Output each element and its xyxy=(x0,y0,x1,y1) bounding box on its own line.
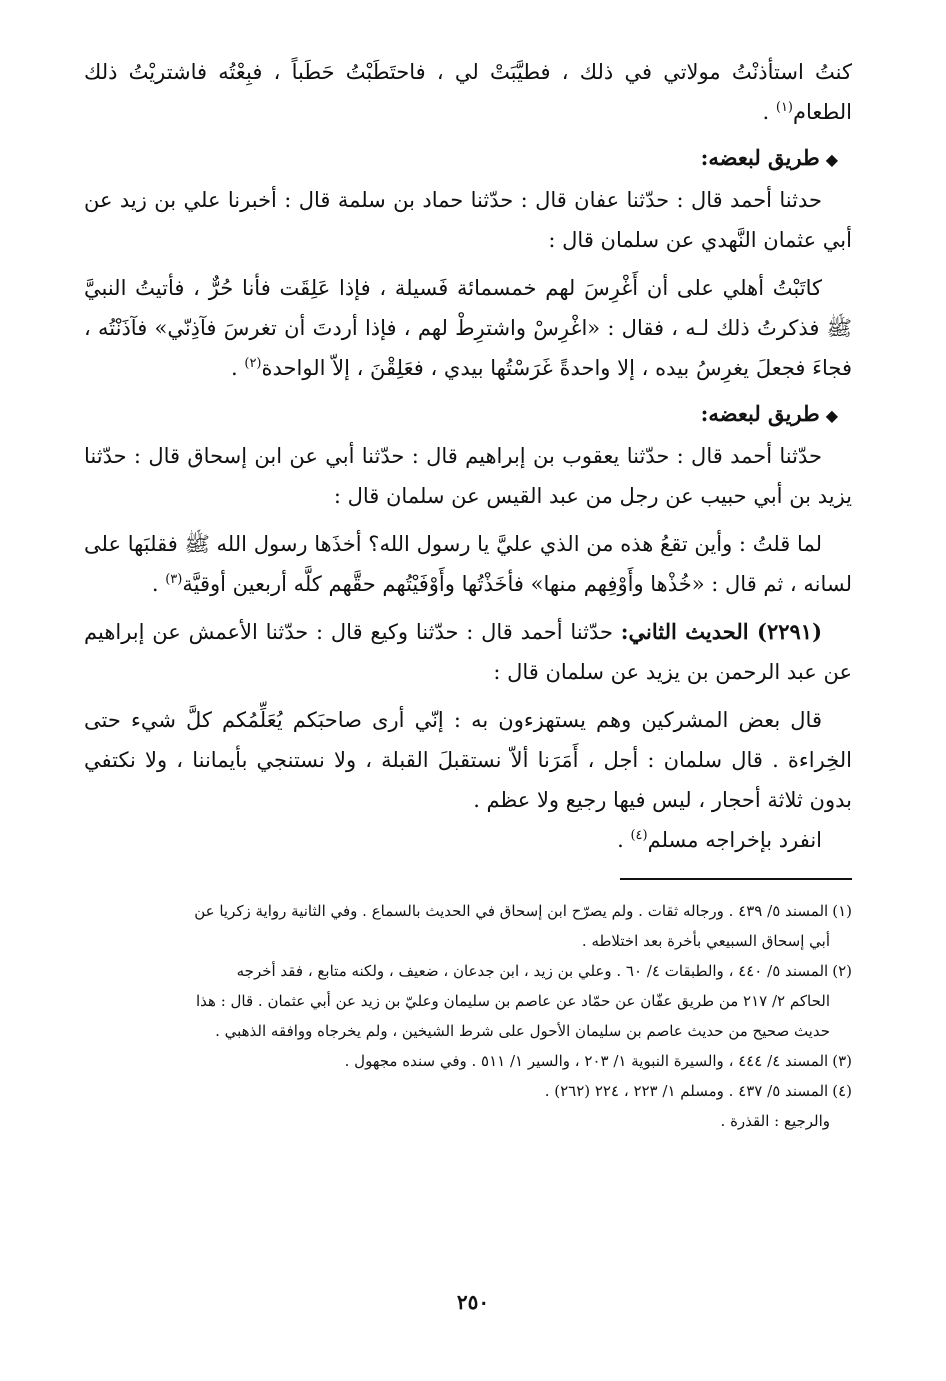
paragraph-8-text: انفرد بإخراجه مسلم xyxy=(647,828,822,852)
paragraph-8 xyxy=(84,820,852,860)
section-heading-1-text: طريق لبعضه: xyxy=(700,145,820,170)
paragraph-4: حدّثنا أحمد قال : حدّثنا يعقوب بن إبراهيم قال : حدّثنا أبي عن ابن إسحاق قال : حدّثنا يزيد بن أبي حبيب عن رجل من عبد القيس عن سلمان قال : xyxy=(84,444,852,508)
paragraph-1 xyxy=(84,52,852,132)
section-heading-2 xyxy=(84,394,852,436)
footnote-2-continuation-2: حديث صحيح من حديث عاصم بن سليمان الأحول على شرط الشيخين ، ولم يخرجاه ووافقه الذهبي . xyxy=(215,1022,830,1040)
footnote-4-text: المسند ٥/ ٤٣٧ . ومسلم ١/ ٢٢٣ ، ٢٢٤ (٢٦٢) . xyxy=(544,1082,829,1100)
paragraph-5-end: . xyxy=(151,572,166,596)
paragraph-7: قال بعض المشركين وهم يستهزءون به : إنّي أرى صاحبَكم يُعَلِّمُكم كلَّ شيء حتى الخِراءة . قال سلمان : أجل ، أَمَرَنا ألاّ نستقبلَ القبلة ، ولا نستنجي بأيماننا ، ولا نكتفي بدون ثلاثة أحجار ، ليس فيها رجيع ولا عظم . xyxy=(84,708,852,812)
paragraph-3-end: . xyxy=(231,356,245,380)
main-text xyxy=(84,52,852,860)
footnote-2 xyxy=(84,956,852,986)
paragraph-5 xyxy=(84,524,852,604)
footnote-1-text: المسند ٥/ ٤٣٩ . ورجاله ثقات . ولم يصرّح ابن إسحاق في الحديث بالسماع . وفي الثانية رواية زكريا عن xyxy=(194,902,829,920)
footnote-ref-4[interactable]: (٤) xyxy=(630,828,648,843)
page-body xyxy=(84,52,852,1136)
footnote-separator xyxy=(620,878,852,880)
footnote-3 xyxy=(84,1046,852,1076)
section-heading-1 xyxy=(84,138,852,180)
footnotes xyxy=(84,896,852,1136)
footnote-4-number: (٤) xyxy=(832,1082,852,1100)
paragraph-6 xyxy=(84,612,852,692)
paragraph-6-text: حدّثنا أحمد قال : حدّثنا وكيع قال : حدّثنا الأعمش عن إبراهيم عن عبد الرحمن بن يزيد عن سلمان قال : xyxy=(84,620,852,684)
paragraph-3-text: كاتَبْتُ أهلي على أن أَغْرِسَ لهم خمسمائة فَسيلة ، فإذا عَلِقَت فأنا حُرٌّ ، فأتيتُ النبيَّ ﷺ فذكرتُ ذلك لـه ، فقال : «اغْرِسْ واشترِطْ لهم ، فإذا أردتَ أن تغرسَ فآذِنّي» فآذَنْتُه ، فجاءَ فجعلَ يغرِسُ بيده ، إلا واحدةً غَرَسْتُها بيدي ، فعَلِقْنَ ، إلاّ الواحدة xyxy=(84,276,852,380)
paragraph-8-end: . xyxy=(617,828,631,852)
footnote-4 xyxy=(84,1076,852,1106)
footnote-3-text: المسند ٤/ ٤٤٤ ، والسيرة النبوية ١/ ٢٠٣ ، والسير ١/ ٥١١ . وفي سنده مجهول . xyxy=(344,1052,829,1070)
page-number: ٢٥٠ xyxy=(456,1290,490,1314)
footnote-ref-1[interactable]: (١) xyxy=(775,100,793,115)
paragraph-2: حدثنا أحمد قال : حدّثنا عفان قال : حدّثنا حماد بن سلمة قال : أخبرنا علي بن زيد عن أبي عثمان النَّهدي عن سلمان قال : xyxy=(84,188,852,252)
paragraph-1-text: كنتُ استأذنْتُ مولاتي في ذلك ، فطيَّبَتْ لي ، فاحتَطَبْتُ حَطَباً ، فبِعْتُه فاشتريْتُ ذلك الطعام xyxy=(84,60,852,124)
footnote-1 xyxy=(84,896,852,926)
paragraph-1-end: . xyxy=(762,100,776,124)
hadith-number-label: (٢٢٩١) الحديث الثاني: xyxy=(620,619,822,644)
footnote-2-continuation-1: الحاكم ٢/ ٢١٧ من طريق عفّان عن حمّاد عن عاصم بن سليمان وعليّ بن زيد عن أبي عثمان . قال : هذا xyxy=(195,992,830,1010)
footnote-1-number: (١) xyxy=(832,902,852,920)
section-heading-2-text: طريق لبعضه: xyxy=(700,401,820,426)
footnote-1-continuation: أبي إسحاق السبيعي بأخرة بعد اختلاطه . xyxy=(581,932,830,950)
footnote-4-continuation: والرجيع : القذرة . xyxy=(720,1112,830,1130)
paragraph-3 xyxy=(84,268,852,388)
diamond-icon: ◆ xyxy=(825,406,838,425)
footnote-2-number: (٢) xyxy=(832,962,852,980)
footnote-ref-2[interactable]: (٢) xyxy=(244,356,262,371)
paragraph-5-text: لما قلتُ : وأين تقعُ هذه من الذي عليَّ يا رسول الله؟ أخذَها رسول الله ﷺ فقلبَها على لسانه ، ثم قال : «خُذْها وأَوْفِهم منها» فأخَذْتُها وأَوْفَيْتُهم حقَّهم كلَّه أربعين أوقيَّة xyxy=(84,532,852,596)
footnote-3-number: (٣) xyxy=(832,1052,852,1070)
footnote-ref-3[interactable]: (٣) xyxy=(165,572,183,587)
diamond-icon: ◆ xyxy=(825,150,838,169)
footnote-2-text: المسند ٥/ ٤٤٠ ، والطبقات ٤/ ٦٠ . وعلي بن زيد ، ابن جدعان ، ضعيف ، ولكنه متابع ، فقد أخرجه xyxy=(236,962,829,980)
